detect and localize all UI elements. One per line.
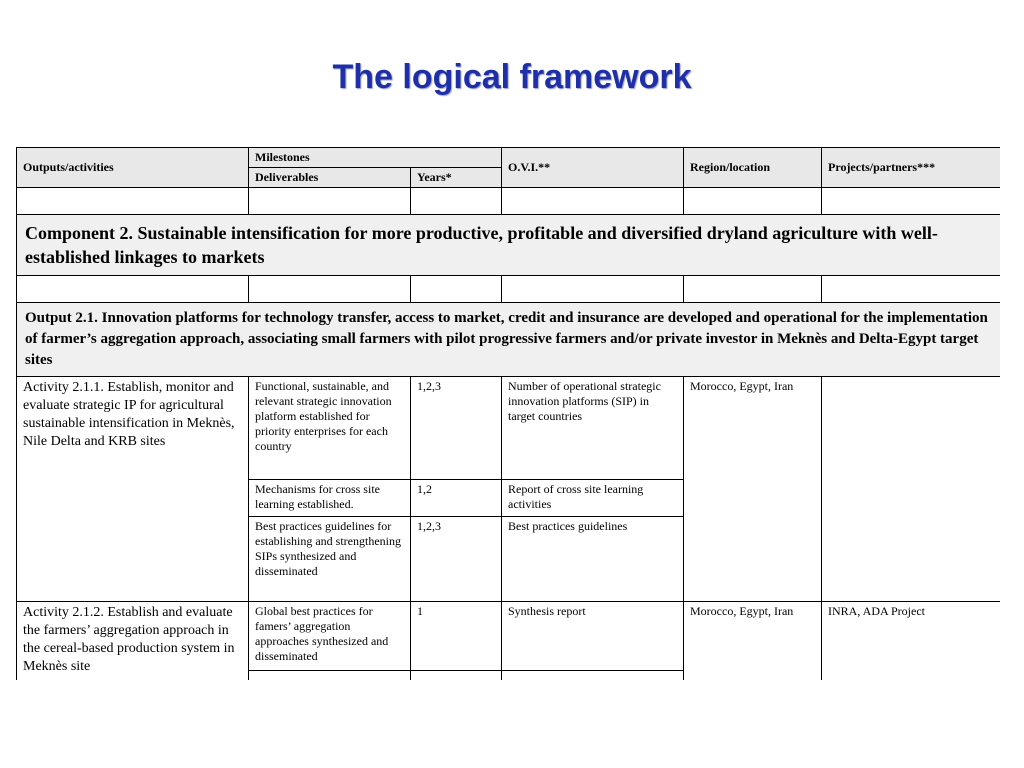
table-row (17, 602, 1001, 671)
spacer-row (17, 188, 1001, 215)
region-cell: Morocco, Egypt, Iran (684, 602, 822, 681)
logframe-table-frame (16, 147, 1000, 680)
years-cell: 1,2,3 (411, 517, 502, 602)
output-title: Output 2.1. Innovation platforms for technology transfer, access to market, credit and insurance are developed and operational for the implementation of farmer’s aggregation approach, associating small farmers with pilot progressive farmers and/or private investor in Meknès and Delta-Egypt target sites (17, 303, 1001, 377)
activity-label: Activity 2.1.1. Establish, monitor and evaluate strategic IP for agricultural sustainable intensification in Meknès, Nile Delta and KRB sites (17, 377, 249, 602)
years-cell: 1 (411, 602, 502, 671)
region-cell: Morocco, Egypt, Iran (684, 377, 822, 602)
years-cell (411, 671, 502, 681)
table-row (17, 377, 1001, 480)
header-region: Region/location (684, 148, 822, 188)
activity-label: Activity 2.1.2. Establish and evaluate the farmers’ aggregation approach in the cereal-based production system in Meknès site (17, 602, 249, 681)
years-cell: 1,2 (411, 480, 502, 517)
logframe-table (16, 147, 1000, 680)
slide-title: The logical framework (332, 58, 692, 96)
deliverable-cell: Mechanisms for cross site learning established. (249, 480, 411, 517)
ovi-cell (502, 671, 684, 681)
deliverable-cell: Global best practices for famers’ aggregation approaches synthesized and disseminated (249, 602, 411, 671)
header-milestones: Milestones (249, 148, 502, 168)
deliverable-cell: Best practices guidelines for establishing and strengthening SIPs synthesized and disseminated (249, 517, 411, 602)
ovi-cell: Synthesis report (502, 602, 684, 671)
header-deliverables: Deliverables (249, 168, 411, 188)
component-title: Component 2. Sustainable intensification for more productive, profitable and diversified dryland agriculture with well-established linkages to markets (17, 215, 1001, 276)
years-cell: 1,2,3 (411, 377, 502, 480)
partners-cell: INRA, ADA Project (822, 602, 1001, 681)
output-row (17, 303, 1001, 377)
component-row (17, 215, 1001, 276)
ovi-cell: Best practices guidelines (502, 517, 684, 602)
header-projects: Projects/partners*** (822, 148, 1001, 188)
header-ovi: O.V.I.** (502, 148, 684, 188)
deliverable-cell (249, 671, 411, 681)
ovi-cell: Number of operational strategic innovation platforms (SIP) in target countries (502, 377, 684, 480)
deliverable-cell: Functional, sustainable, and relevant strategic innovation platform established for priority enterprises for each country (249, 377, 411, 480)
header-outputs-activities: Outputs/activities (17, 148, 249, 188)
header-years: Years* (411, 168, 502, 188)
spacer-row (17, 276, 1001, 303)
ovi-cell: Report of cross site learning activities (502, 480, 684, 517)
partners-cell (822, 377, 1001, 602)
